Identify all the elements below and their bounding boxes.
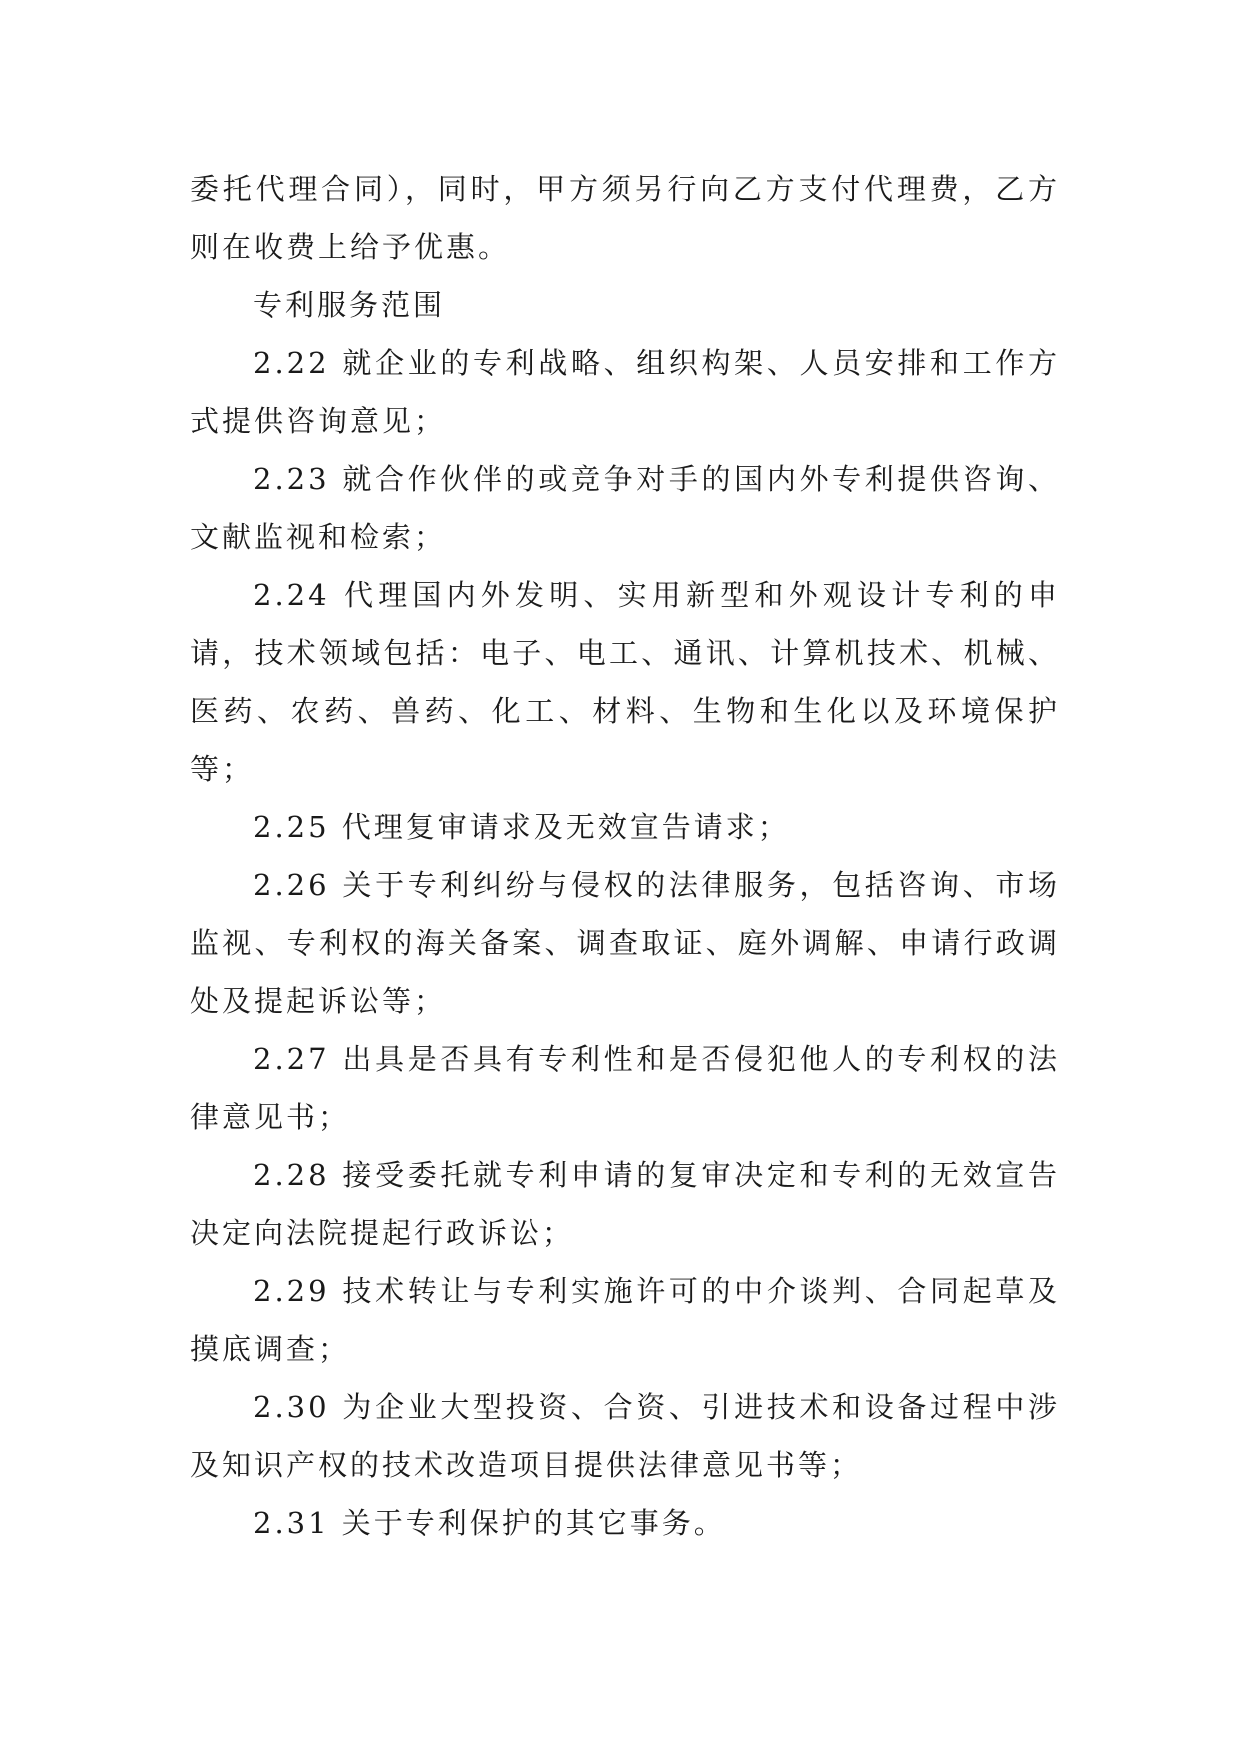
clause-2-26: 2.26 关于专利纠纷与侵权的法律服务，包括咨询、市场监视、专利权的海关备案、调查取证、庭外调解、申请行政调处及提起诉讼等；	[190, 868, 1060, 1018]
paragraph-continuation: 委托代理合同），同时，甲方须另行向乙方支付代理费，乙方则在收费上给予优惠。	[190, 172, 1060, 264]
clause-2-22: 2.22 就企业的专利战略、组织构架、人员安排和工作方式提供咨询意见；	[190, 346, 1060, 438]
document-body	[190, 160, 1060, 1552]
clause-2-30: 2.30 为企业大型投资、合资、引进技术和设备过程中涉及知识产权的技术改造项目提供法律意见书等；	[190, 1390, 1060, 1482]
section-heading-patent-services: 专利服务范围	[253, 288, 446, 322]
clause-2-25: 2.25 代理复审请求及无效宣告请求；	[253, 810, 790, 844]
clause-2-31: 2.31 关于专利保护的其它事务。	[253, 1506, 726, 1540]
clause-2-29: 2.29 技术转让与专利实施许可的中介谈判、合同起草及摸底调查；	[190, 1274, 1060, 1366]
clause-2-23: 2.23 就合作伙伴的或竞争对手的国内外专利提供咨询、文献监视和检索；	[190, 462, 1060, 554]
clause-2-28: 2.28 接受委托就专利申请的复审决定和专利的无效宣告决定向法院提起行政诉讼；	[190, 1158, 1060, 1250]
clause-2-27: 2.27 出具是否具有专利性和是否侵犯他人的专利权的法律意见书；	[190, 1042, 1060, 1134]
clause-2-24: 2.24 代理国内外发明、实用新型和外观设计专利的申请，技术领域包括：电子、电工、通讯、计算机技术、机械、医药、农药、兽药、化工、材料、生物和生化以及环境保护等；	[190, 578, 1060, 786]
